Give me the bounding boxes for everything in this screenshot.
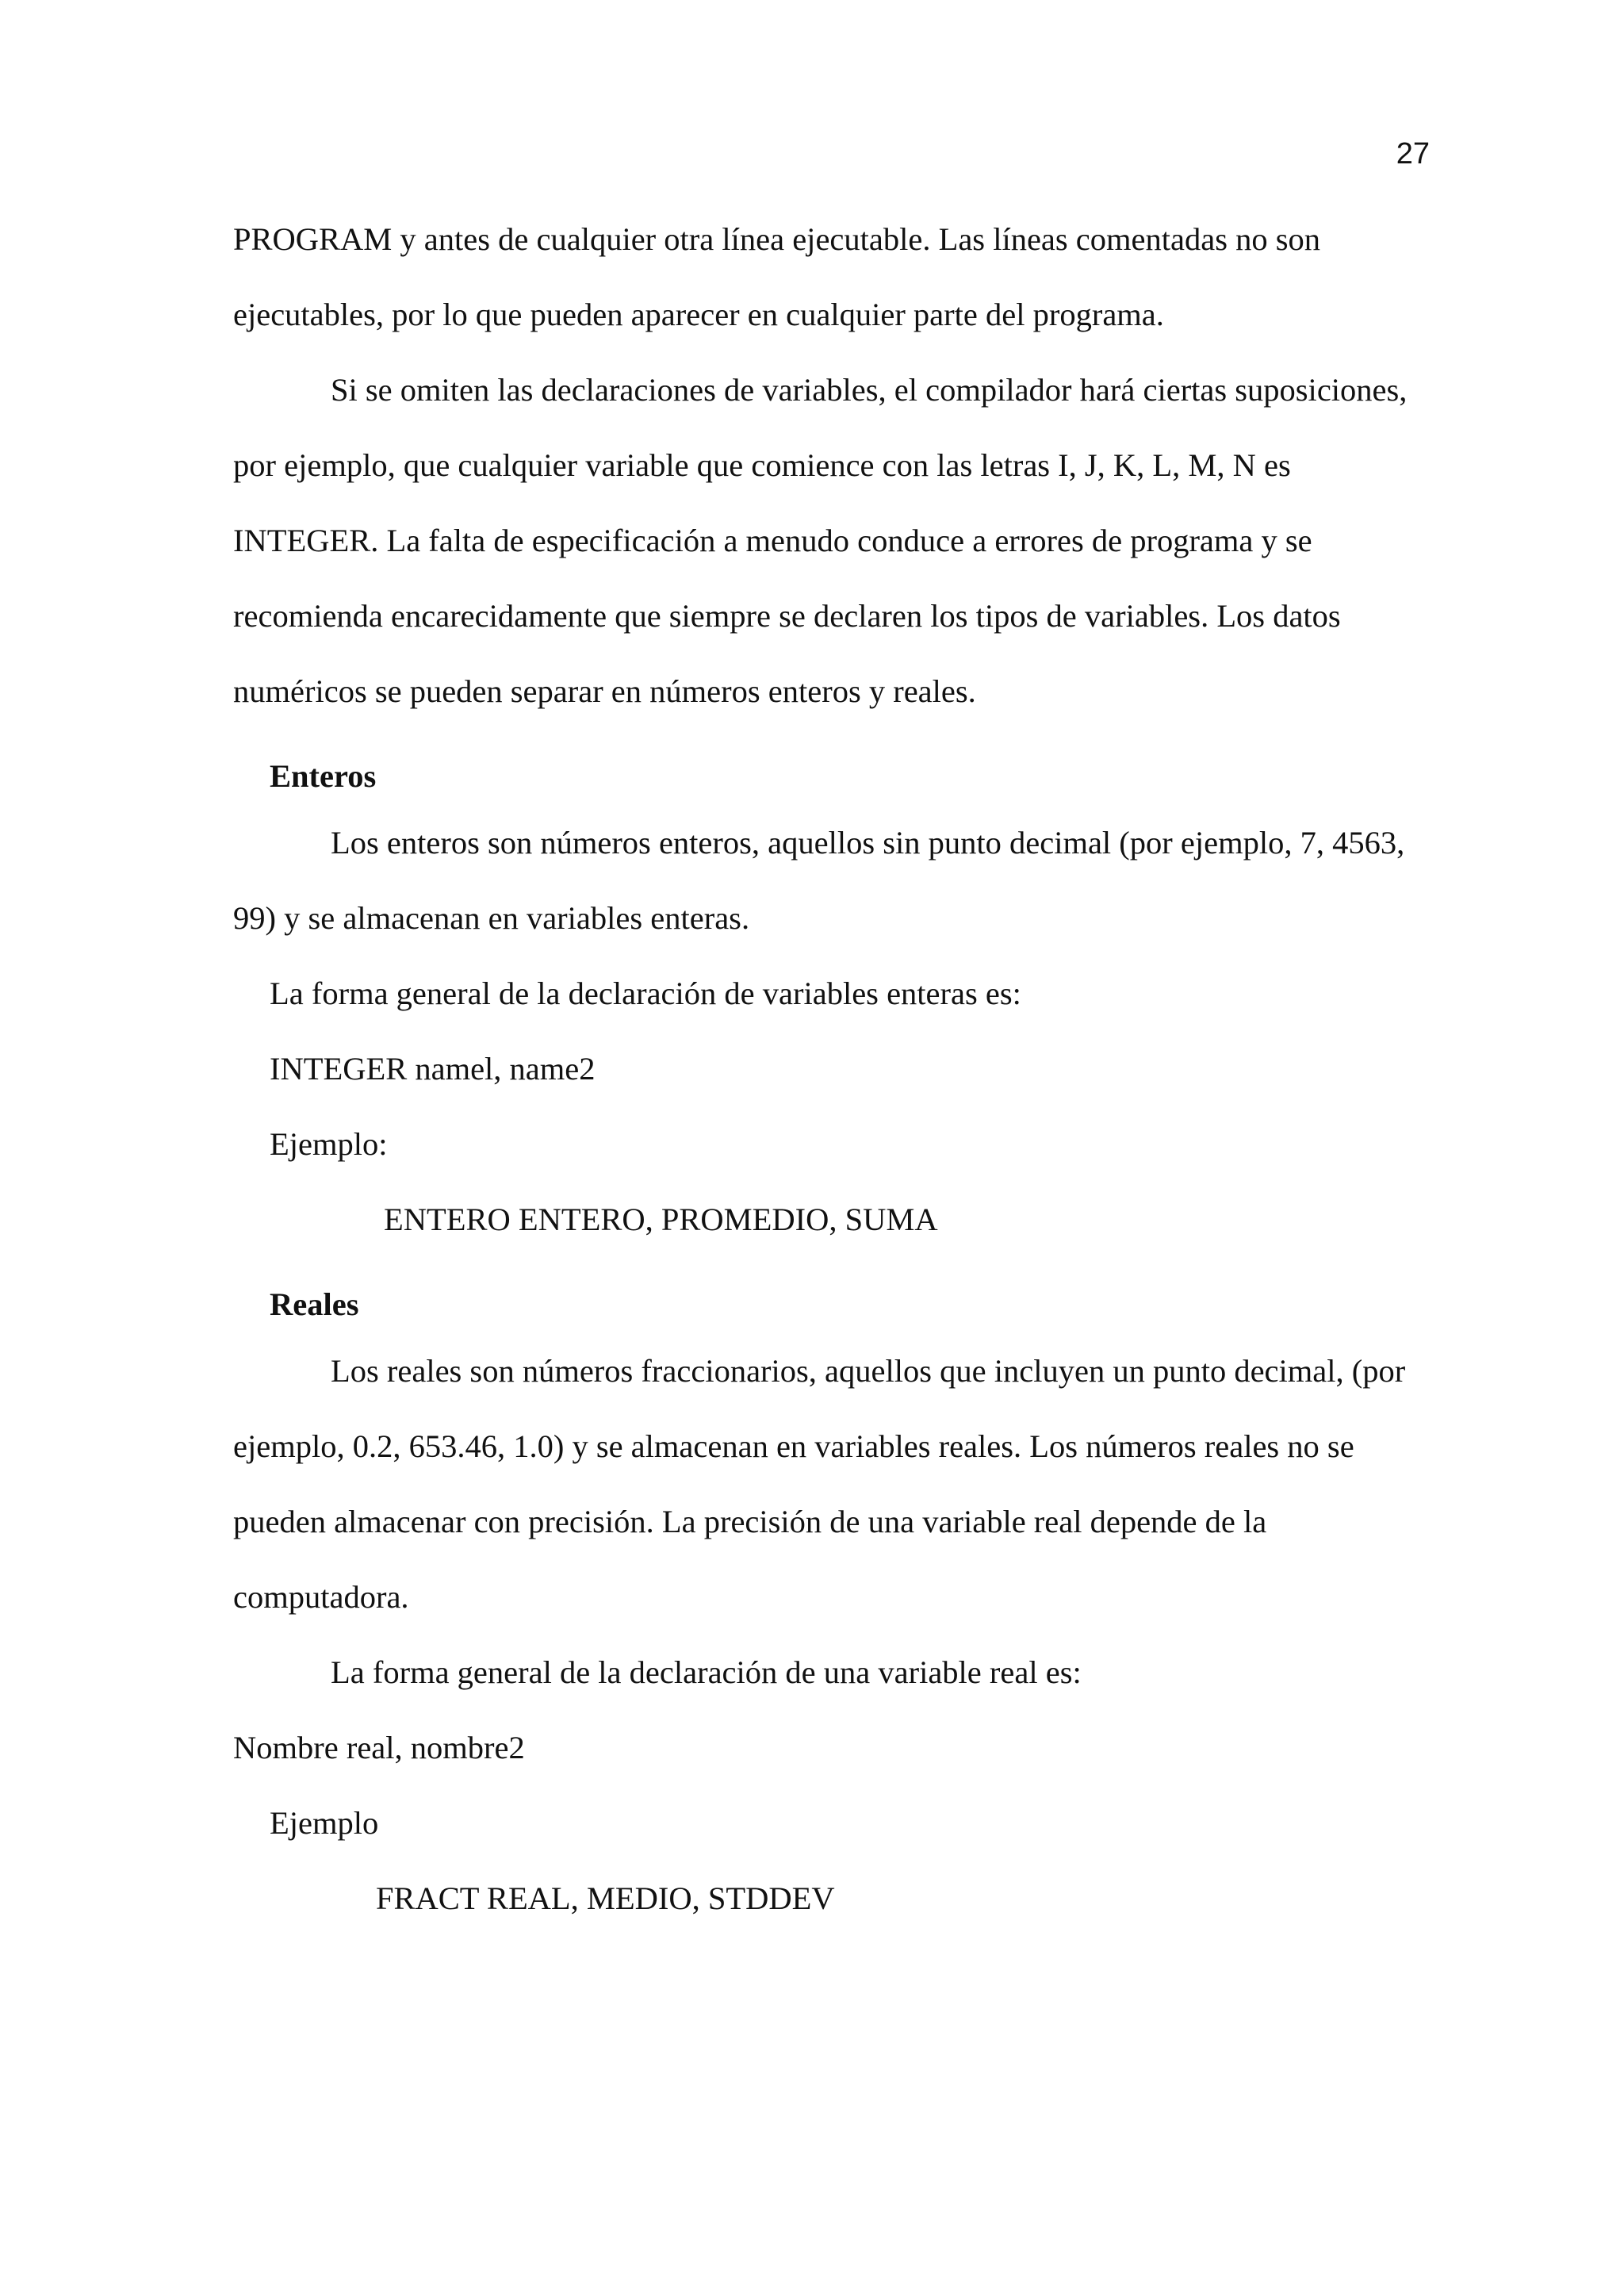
- paragraph-line: computadora.: [233, 1579, 409, 1615]
- paragraph-line: Si se omiten las declaraciones de variables, el compilador hará ciertas suposiciones,: [331, 372, 1408, 408]
- syntax-text: Nombre real, nombre2: [233, 1730, 525, 1765]
- paragraph-line: PROGRAM y antes de cualquier otra línea ejecutable. Las líneas comentadas no son: [233, 221, 1320, 257]
- page-number: 27: [1396, 137, 1430, 171]
- body-text: [233, 201, 1442, 1936]
- paragraph-line: ejecutables, por lo que pueden aparecer en cualquier parte del programa.: [233, 297, 1164, 332]
- paragraph-line: Los reales son números fraccionarios, aquellos que incluyen un punto decimal, (por: [331, 1353, 1406, 1389]
- example-label: Ejemplo: [270, 1805, 379, 1841]
- paragraph-line: recomienda encarecidamente que siempre se declaren los tipos de variables. Los datos: [233, 598, 1341, 634]
- paragraph-line: pueden almacenar con precisión. La precisión de una variable real depende de la: [233, 1504, 1267, 1539]
- paragraph-line: 99) y se almacenan en variables enteras.: [233, 900, 750, 936]
- paragraph-line: ejemplo, 0.2, 653.46, 1.0) y se almacenan en variables reales. Los números reales no se: [233, 1428, 1354, 1464]
- example-code: FRACT REAL, MEDIO, STDDEV: [376, 1880, 835, 1916]
- syntax-text: INTEGER namel, name2: [270, 1051, 596, 1087]
- general-form-text: La forma general de la declaración de variables enteras es:: [270, 976, 1021, 1011]
- example-label: Ejemplo:: [270, 1126, 388, 1162]
- section-heading-reales: Reales: [270, 1286, 359, 1322]
- paragraph-line: Los enteros son números enteros, aquellos sin punto decimal (por ejemplo, 7, 4563,: [331, 825, 1405, 861]
- paragraph-line: por ejemplo, que cualquier variable que comience con las letras I, J, K, L, M, N es: [233, 447, 1291, 483]
- paragraph-line: INTEGER. La falta de especificación a menudo conduce a errores de programa y se: [233, 523, 1312, 558]
- section-heading-enteros: Enteros: [270, 758, 377, 794]
- general-form-text: La forma general de la declaración de una variable real es:: [331, 1654, 1082, 1690]
- paragraph-line: numéricos se pueden separar en números enteros y reales.: [233, 673, 976, 709]
- example-code: ENTERO ENTERO, PROMEDIO, SUMA: [384, 1202, 938, 1237]
